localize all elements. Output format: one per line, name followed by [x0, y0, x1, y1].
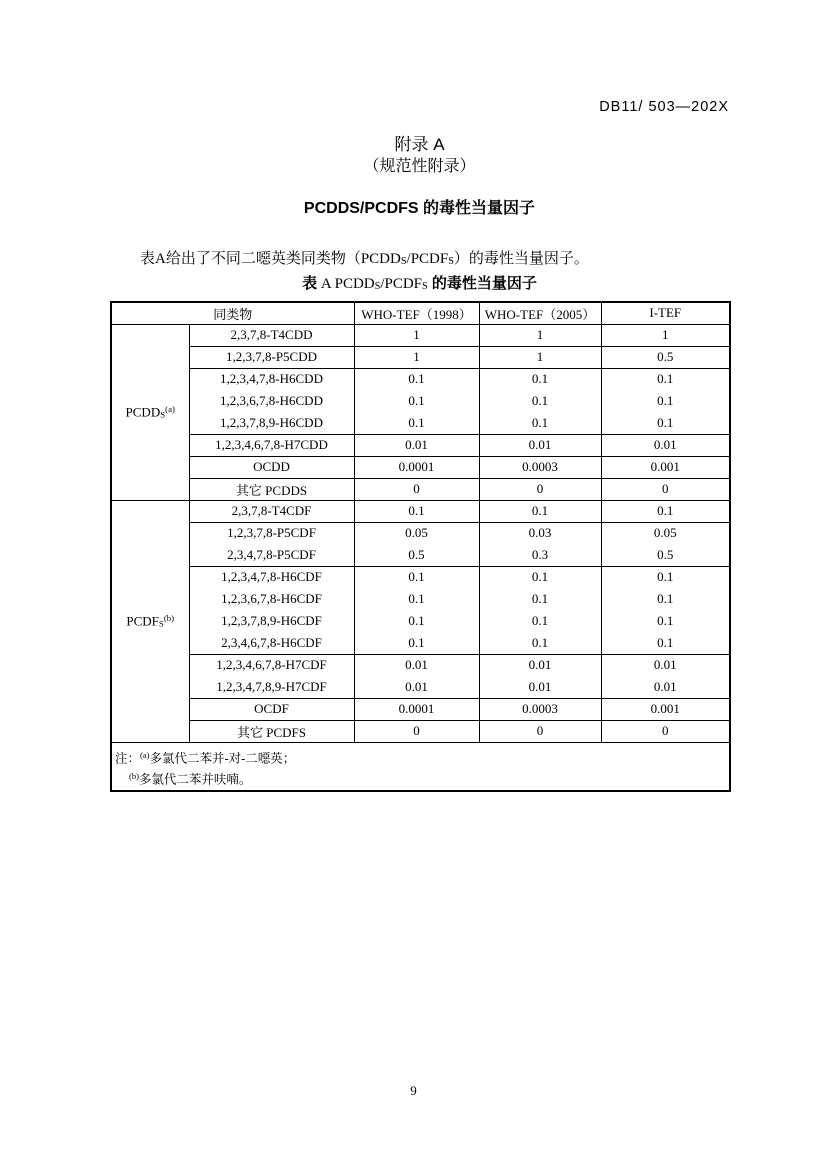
- table-header-row: [111, 302, 730, 324]
- table-row: [111, 500, 730, 522]
- table-caption: [110, 274, 729, 297]
- subscript-s: S: [160, 409, 166, 420]
- note-text-a: 多氯代二苯并-对-二噁英；: [149, 750, 296, 765]
- table-row: [111, 324, 730, 346]
- superscript-b: (b): [163, 612, 175, 623]
- who1998-cell: 0.0001: [354, 698, 479, 720]
- who2005-cell: 0.1: [479, 566, 601, 588]
- congener-cell: 1,2,3,7,8-P5CDD: [189, 346, 354, 368]
- itef-cell: 0.1: [601, 610, 730, 632]
- itef-cell: 0.1: [601, 588, 730, 610]
- who1998-cell: 0: [354, 720, 479, 742]
- page-number: 9: [410, 1083, 417, 1098]
- congener-cell: 其它 PCDDS: [189, 478, 354, 500]
- itef-cell: 0.001: [601, 456, 730, 478]
- who1998-cell: 0.5: [354, 544, 479, 566]
- who2005-cell: 0.01: [479, 676, 601, 698]
- who1998-cell: 1: [354, 324, 479, 346]
- who2005-cell: 0.1: [479, 632, 601, 654]
- superscript-a: (a): [140, 749, 150, 760]
- table-row: [111, 544, 730, 566]
- itef-cell: 0.5: [601, 346, 730, 368]
- itef-cell: 0.1: [601, 632, 730, 654]
- table-row: [111, 698, 730, 720]
- itef-cell: 0.1: [601, 368, 730, 390]
- congener-cell: OCDD: [189, 456, 354, 478]
- table-note: [111, 742, 730, 791]
- table-row: [111, 676, 730, 698]
- caption-zh-suffix: 的毒性当量因子: [427, 275, 537, 292]
- itef-cell: 1: [601, 324, 730, 346]
- group-name: PCDD: [125, 404, 161, 420]
- intro-text-3: ）的毒性当量因子。: [453, 251, 589, 267]
- congener-cell: 2,3,7,8-T4CDF: [189, 500, 354, 522]
- table-row: [111, 522, 730, 544]
- subscript-s: S: [158, 618, 164, 629]
- who2005-cell: 0: [479, 478, 601, 500]
- doc-code: DB11/ 503—202X: [599, 99, 729, 115]
- congener-cell: 其它 PCDFS: [189, 720, 354, 742]
- congener-cell: 1,2,3,6,7,8-H6CDD: [189, 390, 354, 412]
- caption-latin-1: A PCDD: [317, 276, 375, 292]
- who1998-cell: 0.01: [354, 434, 479, 456]
- subscript-s: S: [448, 256, 454, 268]
- table-row: [111, 478, 730, 500]
- table-row: [111, 346, 730, 368]
- who1998-cell: 0.05: [354, 522, 479, 544]
- table-row: [111, 654, 730, 676]
- itef-cell: 0.01: [601, 654, 730, 676]
- group-label-pcdds: [111, 324, 189, 500]
- table-row: [111, 434, 730, 456]
- who1998-cell: 0.01: [354, 676, 479, 698]
- congener-cell: 1,2,3,4,6,7,8-H7CDF: [189, 654, 354, 676]
- who1998-cell: 1: [354, 346, 479, 368]
- who2005-cell: 0.1: [479, 390, 601, 412]
- itef-cell: 0: [601, 720, 730, 742]
- itef-cell: 0.001: [601, 698, 730, 720]
- itef-cell: 0.01: [601, 434, 730, 456]
- table-row: [111, 566, 730, 588]
- congener-cell: 1,2,3,7,8,9-H6CDD: [189, 412, 354, 434]
- who2005-cell: 0.01: [479, 654, 601, 676]
- who2005-cell: 0.1: [479, 500, 601, 522]
- appendix-title: 附录 A: [394, 135, 445, 154]
- who2005-cell: 0.1: [479, 412, 601, 434]
- congener-cell: 1,2,3,4,7,8,9-H7CDF: [189, 676, 354, 698]
- congener-cell: 2,3,4,6,7,8-H6CDF: [189, 632, 354, 654]
- table-row: [111, 588, 730, 610]
- who1998-cell: 0.1: [354, 368, 479, 390]
- congener-cell: 2,3,4,7,8-P5CDF: [189, 544, 354, 566]
- itef-cell: 0: [601, 478, 730, 500]
- subscript-s: S: [400, 256, 407, 268]
- who2005-cell: 1: [479, 346, 601, 368]
- note-prefix: 注：: [115, 750, 141, 765]
- itef-cell: 0.05: [601, 522, 730, 544]
- who2005-cell: 0.1: [479, 588, 601, 610]
- itef-cell: 0.01: [601, 676, 730, 698]
- itef-cell: 0.1: [601, 566, 730, 588]
- who1998-cell: 0.1: [354, 412, 479, 434]
- caption-zh-prefix: 表: [302, 275, 318, 292]
- who2005-cell: 0.1: [479, 610, 601, 632]
- congener-cell: 1,2,3,4,6,7,8-H7CDD: [189, 434, 354, 456]
- congener-cell: 1,2,3,6,7,8-H6CDF: [189, 588, 354, 610]
- congener-cell: OCDF: [189, 698, 354, 720]
- tef-table: [110, 301, 731, 792]
- subscript-s: S: [422, 281, 428, 293]
- subscript-s: S: [374, 281, 381, 293]
- table-note-row: [111, 742, 730, 791]
- main-heading: PCDDS/PCDFS 的毒性当量因子: [303, 200, 536, 217]
- col-header-congener: 同类物: [111, 302, 354, 324]
- table-row: [111, 610, 730, 632]
- caption-latin-2: /PCDF: [380, 276, 423, 292]
- congener-cell: 2,3,7,8-T4CDD: [189, 324, 354, 346]
- who1998-cell: 0.01: [354, 654, 479, 676]
- who2005-cell: 0.0003: [479, 456, 601, 478]
- note-text-b: 多氯代二苯并呋喃。: [138, 772, 252, 786]
- superscript-a: (a): [165, 403, 175, 414]
- appendix-subtitle: （规范性附录）: [363, 158, 476, 175]
- superscript-b: (b): [129, 770, 139, 781]
- table-row: [111, 412, 730, 434]
- congener-cell: 1,2,3,4,7,8-H6CDF: [189, 566, 354, 588]
- table-row: [111, 456, 730, 478]
- who1998-cell: 0.1: [354, 566, 479, 588]
- congener-cell: 1,2,3,7,8,9-H6CDF: [189, 610, 354, 632]
- who2005-cell: 1: [479, 324, 601, 346]
- congener-cell: 1,2,3,7,8-P5CDF: [189, 522, 354, 544]
- who1998-cell: 0.1: [354, 588, 479, 610]
- itef-cell: 0.1: [601, 390, 730, 412]
- who1998-cell: 0.1: [354, 500, 479, 522]
- table-row: [111, 390, 730, 412]
- intro-paragraph: [110, 249, 729, 272]
- who2005-cell: 0.03: [479, 522, 601, 544]
- congener-cell: 1,2,3,4,7,8-H6CDD: [189, 368, 354, 390]
- group-label-pcdfs: [111, 500, 189, 742]
- note-line-b: [129, 767, 723, 788]
- group-name: PCDF: [126, 613, 159, 629]
- table-row: [111, 368, 730, 390]
- col-header-who2005: WHO-TEF（2005）: [479, 302, 601, 324]
- note-line-a: [115, 746, 723, 767]
- table-row: [111, 632, 730, 654]
- who1998-cell: 0.1: [354, 610, 479, 632]
- who2005-cell: 0.3: [479, 544, 601, 566]
- itef-cell: 0.1: [601, 412, 730, 434]
- itef-cell: 0.1: [601, 500, 730, 522]
- who2005-cell: 0.1: [479, 368, 601, 390]
- table-row: [111, 720, 730, 742]
- col-header-who1998: WHO-TEF（1998）: [354, 302, 479, 324]
- who2005-cell: 0.01: [479, 434, 601, 456]
- itef-cell: 0.5: [601, 544, 730, 566]
- who2005-cell: 0.0003: [479, 698, 601, 720]
- who1998-cell: 0.1: [354, 390, 479, 412]
- intro-text-1: 表A给出了不同二噁英类同类物（PCDD: [140, 251, 401, 267]
- who1998-cell: 0: [354, 478, 479, 500]
- who1998-cell: 0.0001: [354, 456, 479, 478]
- intro-text-2: /PCDF: [406, 251, 449, 267]
- who1998-cell: 0.1: [354, 632, 479, 654]
- col-header-itef: I-TEF: [601, 302, 730, 324]
- who2005-cell: 0: [479, 720, 601, 742]
